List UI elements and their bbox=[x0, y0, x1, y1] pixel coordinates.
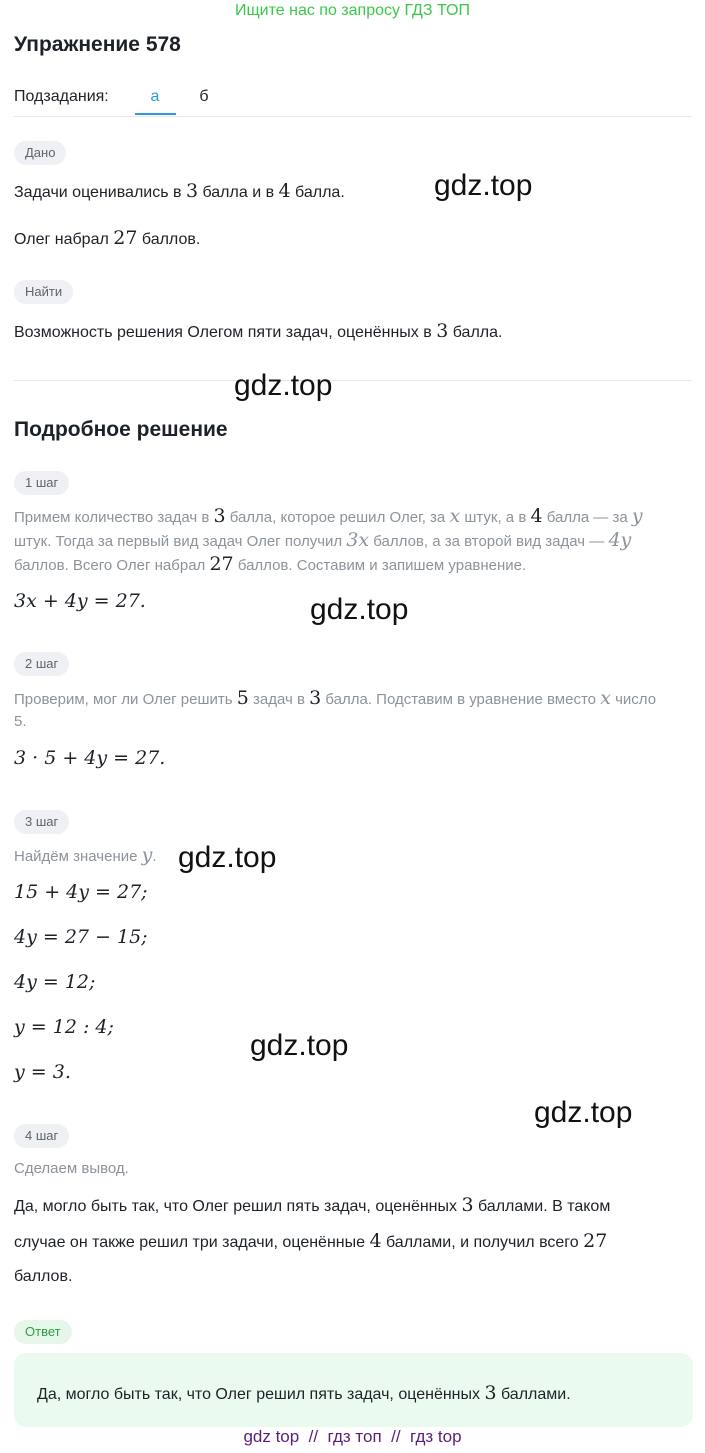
active-tab-indicator bbox=[135, 113, 176, 115]
answer-text: Да, могло быть так, что Олег решил пять задач, оценённых 3 баллами. bbox=[37, 1382, 571, 1404]
given-chip: Дано bbox=[14, 141, 66, 165]
step-1 bbox=[14, 471, 69, 495]
step-2 bbox=[14, 652, 69, 676]
tab-subtask-a[interactable]: а bbox=[150, 88, 160, 105]
answer-chip: Ответ bbox=[14, 1320, 72, 1344]
watermark: gdz.top bbox=[178, 841, 277, 874]
step-3-equation: y = 3. bbox=[14, 1061, 71, 1083]
step-4-text-1: Сделаем вывод. bbox=[14, 1160, 129, 1177]
given-line-2: Олег набрал 27 баллов. bbox=[14, 227, 201, 249]
step-1-text-2: штук. Тогда за первый вид задач Олег получил 3x баллов, а за второй вид задач — 4y bbox=[14, 529, 632, 551]
step-1-equation: 3x + 4y = 27. bbox=[14, 590, 146, 612]
step-3-equation: 4y = 12; bbox=[14, 971, 96, 993]
watermark: gdz.top bbox=[434, 169, 533, 202]
watermark: gdz.top bbox=[310, 593, 409, 626]
solution-title: Подробное решение bbox=[14, 418, 228, 441]
given-section bbox=[14, 141, 66, 165]
step-1-chip: 1 шаг bbox=[14, 471, 69, 495]
step-3-equation: 15 + 4y = 27; bbox=[14, 881, 148, 903]
step-3 bbox=[14, 810, 69, 834]
watermark: gdz.top bbox=[534, 1096, 633, 1129]
given-line-1: Задачи оценивались в 3 балла и в 4 балла. bbox=[14, 180, 345, 202]
step-3-chip: 3 шаг bbox=[14, 810, 69, 834]
page-title: Упражнение 578 bbox=[14, 33, 181, 56]
footer-links[interactable]: gdz top // гдз топ // гдз top bbox=[243, 1427, 462, 1446]
step-1-text-1: Примем количество задач в 3 балла, которое решил Олег, за x штук, а в 4 балла — за y bbox=[14, 505, 643, 527]
step-2-equation: 3 · 5 + 4y = 27. bbox=[14, 747, 166, 769]
tabs-divider bbox=[14, 116, 692, 117]
step-4-chip: 4 шаг bbox=[14, 1124, 69, 1148]
tab-subtask-b[interactable]: б bbox=[199, 88, 209, 105]
step-3-equation: 4y = 27 − 15; bbox=[14, 926, 148, 948]
search-hint-banner[interactable]: Ищите нас по запросу ГДЗ ТОП bbox=[235, 2, 470, 19]
watermark: gdz.top bbox=[250, 1029, 349, 1062]
step-2-text-1: Проверим, мог ли Олег решить 5 задач в 3 балла. Подставим в уравнение вместо x число bbox=[14, 687, 657, 709]
step-4-text-4: баллов. bbox=[14, 1268, 73, 1285]
find-section bbox=[14, 280, 73, 304]
step-2-text-2: 5. bbox=[14, 713, 27, 730]
find-chip: Найти bbox=[14, 280, 73, 304]
step-3-text-1: Найдём значение y. bbox=[14, 844, 157, 866]
watermark: gdz.top bbox=[234, 369, 333, 402]
step-4-text-3: случае он также решил три задачи, оценённые 4 баллами, и получил всего 27 bbox=[14, 1230, 608, 1252]
step-4 bbox=[14, 1124, 69, 1148]
step-4-text-2: Да, могло быть так, что Олег решил пять задач, оценённых 3 баллами. В таком bbox=[14, 1194, 611, 1216]
section-divider bbox=[14, 380, 692, 381]
subtasks-label: Подзадания: bbox=[14, 88, 109, 105]
answer-section bbox=[14, 1320, 72, 1344]
find-line: Возможность решения Олегом пяти задач, оценённых в 3 балла. bbox=[14, 320, 503, 342]
step-1-text-3: баллов. Всего Олег набрал 27 баллов. Составим и запишем уравнение. bbox=[14, 553, 527, 575]
step-3-equation: y = 12 : 4; bbox=[14, 1016, 114, 1038]
step-2-chip: 2 шаг bbox=[14, 652, 69, 676]
